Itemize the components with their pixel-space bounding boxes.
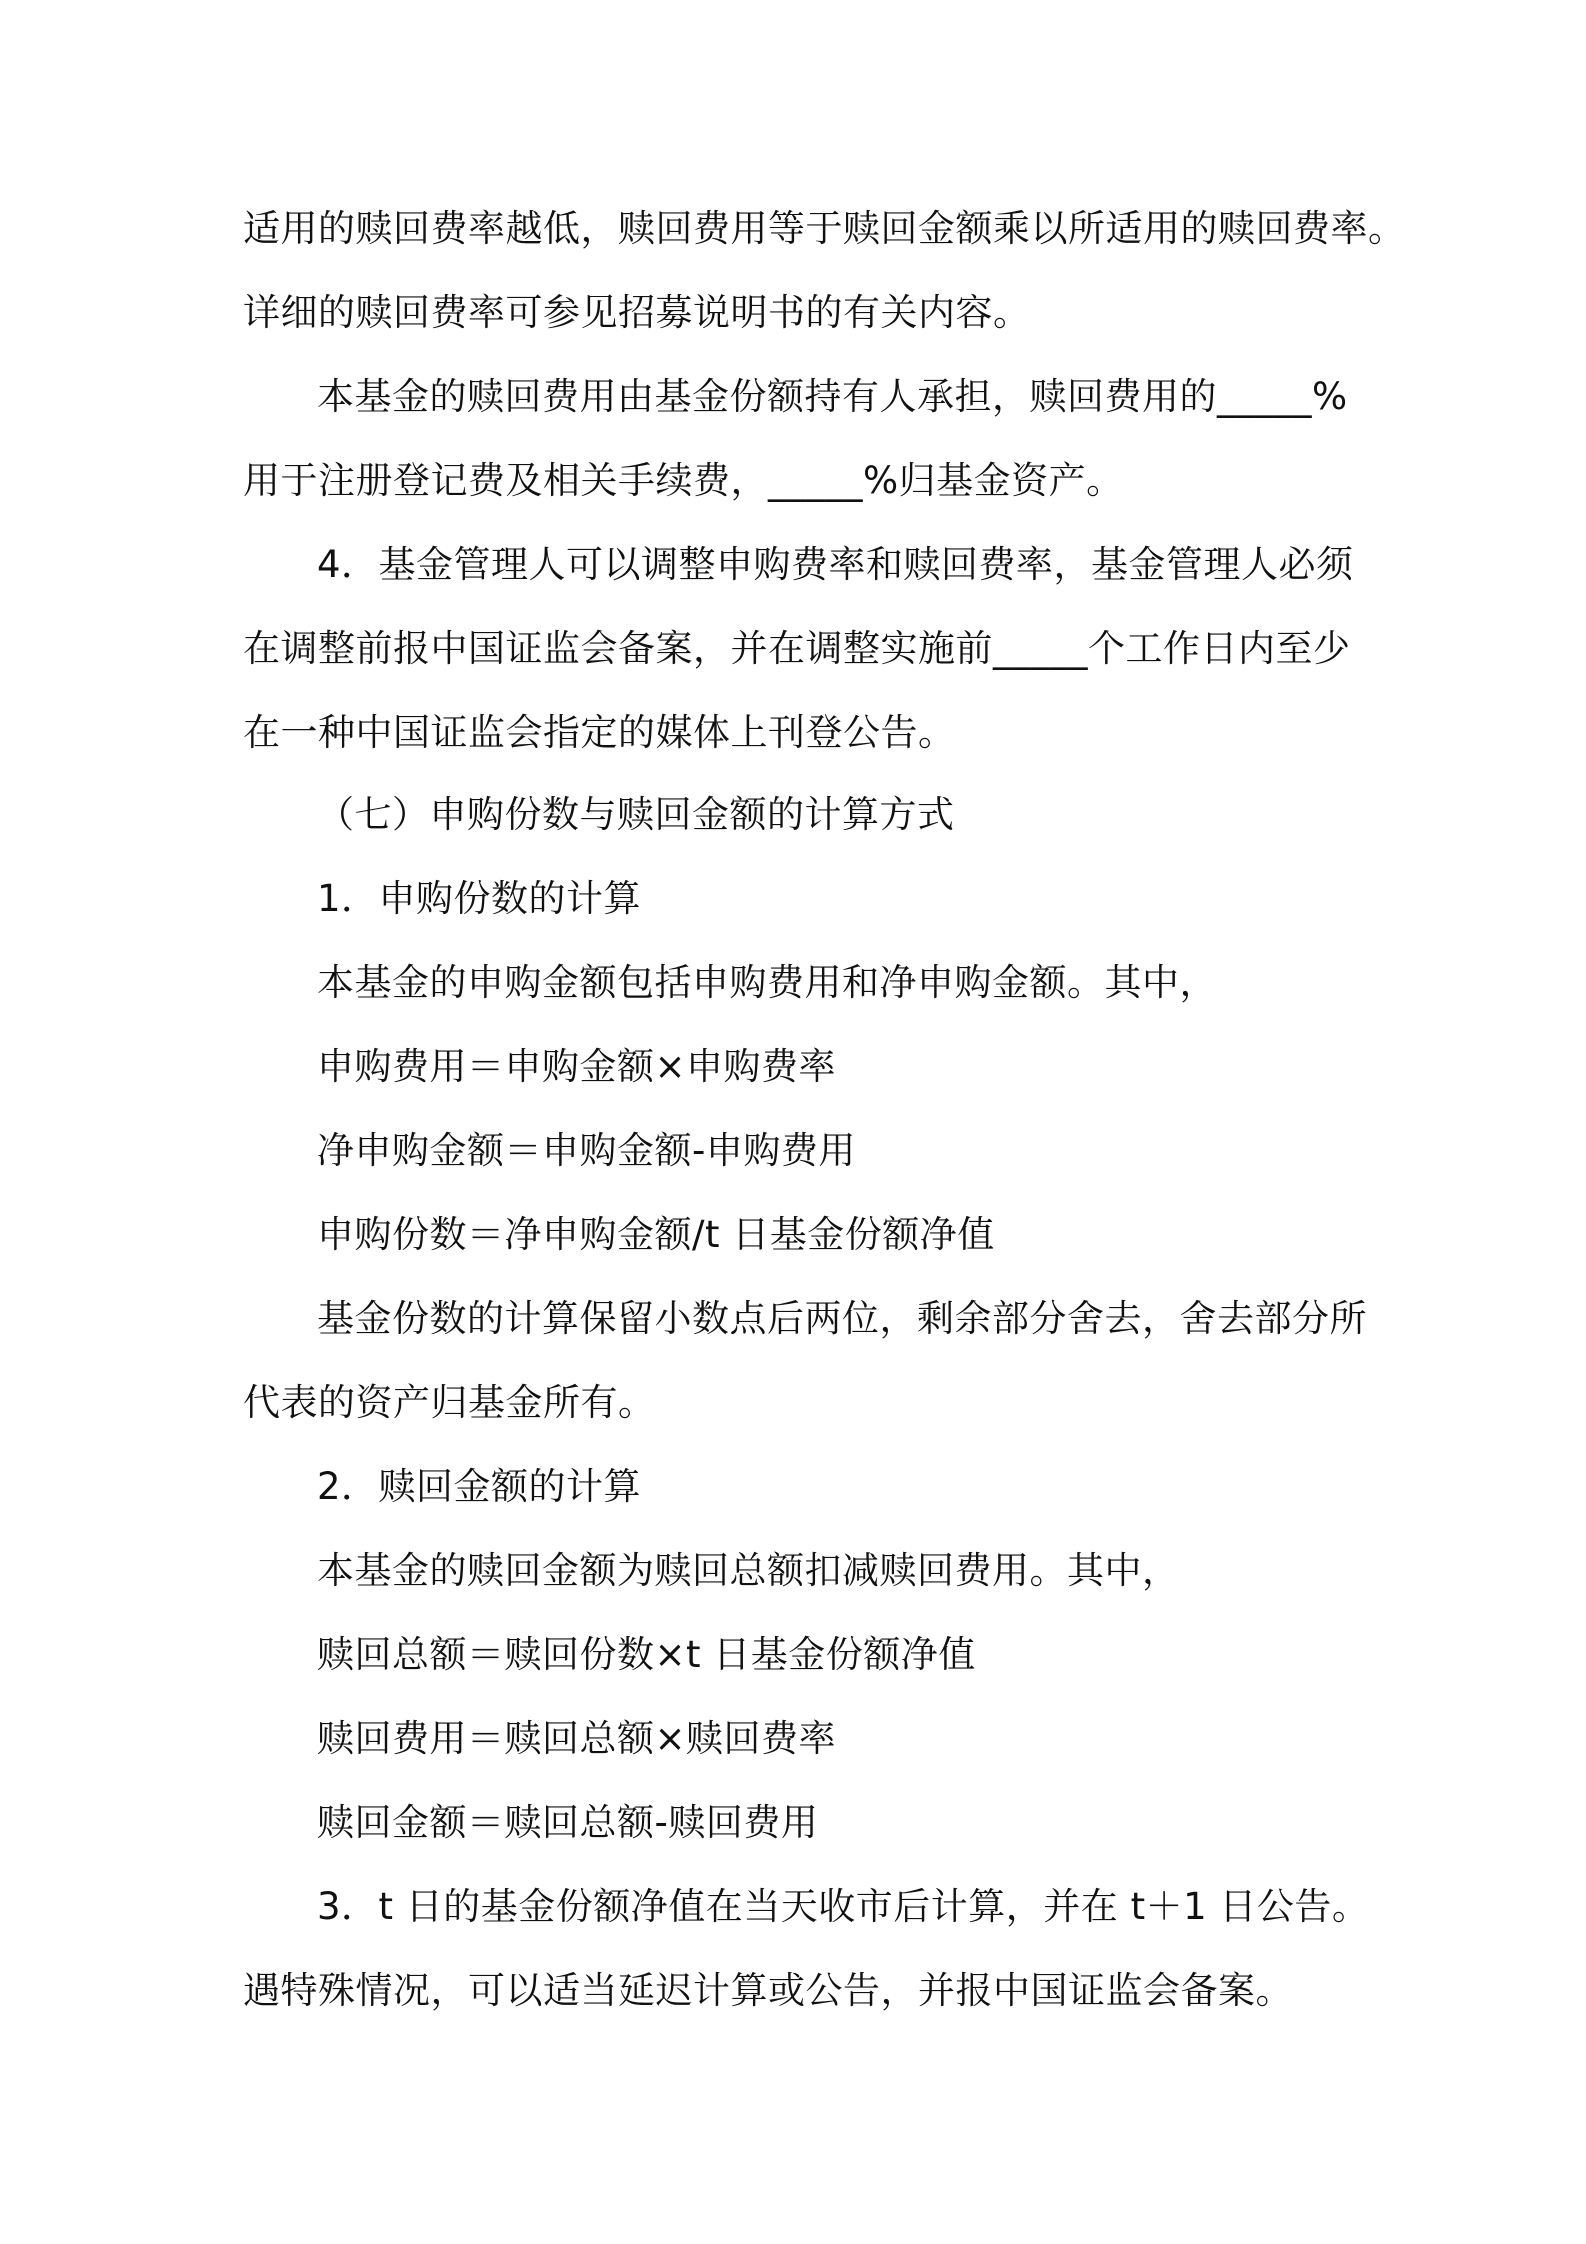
formula-line: 赎回金额＝赎回总额-赎回费用 <box>317 1801 819 1844</box>
paragraph-line: 代表的资产归基金所有。 <box>243 1381 656 1424</box>
section-heading: （七）申购份数与赎回金额的计算方式 <box>317 793 955 836</box>
subsection-heading: 1．申购份数的计算 <box>317 877 642 920</box>
formula-line: 净申购金额＝申购金额-申购费用 <box>317 1129 856 1172</box>
paragraph-line: 遇特殊情况，可以适当延迟计算或公告，并报中国证监会备案。 <box>243 1969 1293 2012</box>
formula-line: 赎回总额＝赎回份数×t 日基金份额净值 <box>317 1633 976 1676</box>
formula-line: 申购费用＝申购金额×申购费率 <box>317 1045 837 1088</box>
paragraph-line: 详细的赎回费率可参见招募说明书的有关内容。 <box>243 291 1031 334</box>
paragraph-line: 在调整前报中国证监会备案，并在调整实施前_____个工作日内至少 <box>243 627 1351 670</box>
paragraph-line: 本基金的赎回金额为赎回总额扣减赎回费用。其中， <box>317 1549 1180 1592</box>
formula-line: 申购份数＝净申购金额/t 日基金份额净值 <box>317 1213 995 1256</box>
subsection-heading: 2．赎回金额的计算 <box>317 1465 642 1508</box>
formula-line: 赎回费用＝赎回总额×赎回费率 <box>317 1717 837 1760</box>
paragraph-line: 基金份数的计算保留小数点后两位，剩余部分舍去，舍去部分所 <box>317 1297 1367 1340</box>
paragraph-line: 本基金的申购金额包括申购费用和净申购金额。其中， <box>317 961 1217 1004</box>
paragraph-line: 本基金的赎回费用由基金份额持有人承担，赎回费用的_____% <box>317 375 1348 418</box>
paragraph-line: 在一种中国证监会指定的媒体上刊登公告。 <box>243 711 956 754</box>
paragraph-line: 3．t 日的基金份额净值在当天收市后计算，并在 t＋1 日公告。 <box>317 1885 1370 1928</box>
paragraph-line: 4．基金管理人可以调整申购费率和赎回费率，基金管理人必须 <box>317 543 1354 586</box>
paragraph-line: 用于注册登记费及相关手续费，_____%归基金资产。 <box>243 459 1124 502</box>
paragraph-line: 适用的赎回费率越低，赎回费用等于赎回金额乘以所适用的赎回费率。 <box>243 207 1406 250</box>
